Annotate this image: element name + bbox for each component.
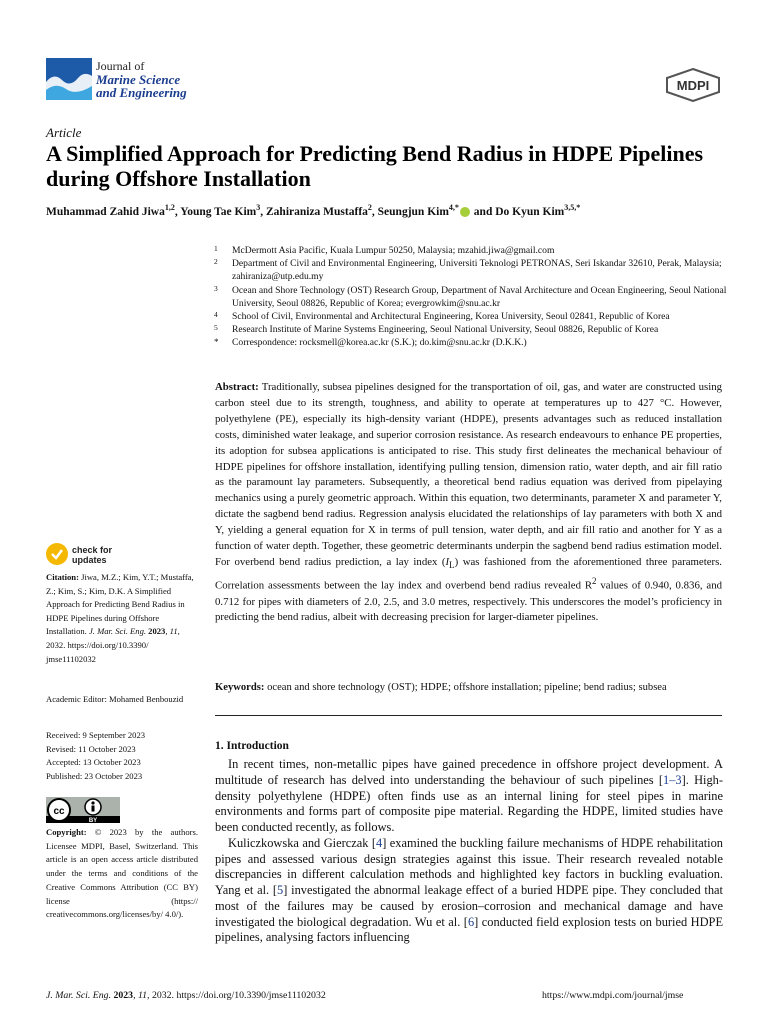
- author-separator: ,: [371, 205, 378, 218]
- check-updates-line2: updates: [72, 555, 107, 565]
- affiliation-item: [210, 310, 730, 323]
- section-heading: 1. Introduction: [215, 740, 289, 752]
- author-name[interactable]: Seungjun Kim: [377, 205, 449, 218]
- author-affiliation: 1,2: [164, 203, 175, 212]
- author-name[interactable]: Muhammad Zahid Jiwa: [46, 205, 165, 218]
- footer-volume: , 11,: [133, 990, 150, 1001]
- journal-name-line3: and Engineering: [96, 85, 187, 100]
- author-affiliation: 2: [367, 203, 372, 212]
- dates-block: [46, 729, 198, 783]
- abstract-text: values of 0.940, 0.836, and 0.712 for pipes with diameters of 2.0, 2.5, and 3.0 metres, respectively. This underscores the model’s proficiency in predicting the bend radius, albeit with decreasing precision for larger-diameter pipelines.: [215, 579, 722, 624]
- affiliation-number: 2: [214, 257, 218, 267]
- paragraph-text: Kuliczkowska and Gierczak [: [228, 835, 376, 850]
- lay-index-subscript: L: [449, 560, 455, 571]
- citation-block: [46, 571, 198, 666]
- abstract-text: ) was fashioned from the aforementioned three parameters. Correlation assessments between the lay index and overbend bend radius revealed R: [215, 555, 722, 592]
- mdpi-logo: [665, 68, 721, 102]
- orcid-icon[interactable]: [460, 207, 470, 217]
- paragraph: [215, 836, 723, 946]
- abstract-label: Abstract:: [215, 381, 259, 393]
- journal-name-line2: Marine Science: [96, 72, 181, 87]
- author-list: [46, 203, 736, 218]
- affiliation-number: 1: [214, 244, 218, 253]
- paragraph-text: ] conducted field explosion tests on buried HDPE pipelines, analysing factors influencing: [215, 914, 724, 945]
- r2-superscript: 2: [592, 576, 597, 587]
- citation-doi[interactable]: 2032. https://doi.org/10.3390/ jmse11102032: [46, 639, 149, 664]
- author-separator: ,: [174, 205, 181, 218]
- affiliation-text: Department of Civil and Environmental Engineering, Universiti Teknologi PETRONAS, Seri Iskandar 32610, Perak, Malaysia; zahiraniza@utp.edu.my: [232, 258, 722, 283]
- lay-index-symbol: I: [445, 555, 450, 568]
- footer-year: 2023: [111, 990, 134, 1001]
- footer-citation: [46, 990, 326, 1001]
- correspondence-item: [210, 336, 730, 349]
- article-title: A Simplified Approach for Predicting Bend Radius in HDPE Pipelines during Offshore Installation: [46, 141, 704, 191]
- copyright-text: © 2023 by the authors. Licensee MDPI, Basel, Switzerland. This article is an open access article distributed under the terms and conditions of the Creative Commons Attribution (CC BY) license (https:// creativecommons.org/licenses/by/ 4.0/).: [46, 827, 198, 920]
- mdpi-logo-text: MDPI: [676, 78, 710, 93]
- citation-year: 2023: [146, 626, 166, 637]
- date-accepted: Accepted: 13 October 2023: [46, 757, 141, 768]
- affiliation-number: *: [214, 337, 219, 348]
- citation-link[interactable]: 6: [467, 914, 475, 929]
- citation-volume: , 11,: [165, 626, 180, 637]
- abstract-text: Traditionally, subsea pipelines designed for the transportation of oil, gas, and water are constructed using carbon steel due to its strength, toughness, and ability to operate at temperatures up to 427 °C. However, polyethylene (PE), especially its high-density variant (HDPE), presents advantages such as reduced installation costs, diminished water leakage, and superior corrosion resistance. As research endeavours to enhance PE properties, its adoption for subsea applications is anticipated to rise. This study first delineates the mechanical behaviour of HDPE pipelines for offshore installation, identifying pulling tension, dimension ratio, water depth, and air fill ratio as the paramount lay parameters. Subsequently, a theoretical bend radius equation was derived from pipelaying mechanics using a purely geometric approach. Within this equation, two determinants, parameter X and parameter Y, dictate the sagbend bend radius. Regression analysis elucidated the relationships of lay parameters with both X and Y, yielding a general equation for X in terms of pull tension, water depth, and air fill ratio and another for Y as a function of water depth. Together, these geometric determinants underpin the sagbend bend radius estimation model. For overbend bend radius prediction, a lay index (: [215, 381, 722, 568]
- citation-link[interactable]: 4: [376, 835, 383, 850]
- citation-text: Jiwa, M.Z.; Kim, Y.T.; Mustaffa, Z.; Kim, S.; Kim, D.K. A Simplified Approach for Predicting Bend Radius in HDPE Pipelines during Offshore Installation.: [46, 572, 194, 637]
- affiliation-item: [210, 257, 730, 283]
- paragraph-text: In recent times, non-metallic pipes have gained precedence in offshore project development. A multitude of research has delved into understanding the behaviour of such pipelines [: [215, 757, 723, 787]
- article-type: Article: [46, 125, 82, 140]
- citation-journal: J. Mar. Sci. Eng.: [88, 626, 147, 637]
- copyright-label: Copyright:: [46, 827, 87, 837]
- keywords: [215, 682, 725, 693]
- journal-name: [96, 60, 187, 99]
- check-updates-text: [72, 545, 112, 565]
- author-name[interactable]: Zahiraniza Mustaffa: [266, 205, 368, 218]
- affiliation-item: [210, 284, 730, 310]
- citation-link[interactable]: 1–3: [663, 772, 682, 787]
- date-received: Received: 9 September 2023: [46, 730, 146, 740]
- author-separator: and: [470, 205, 496, 218]
- footer-doi[interactable]: 2032. https://doi.org/10.3390/jmse11102032: [149, 990, 326, 1001]
- date-revised: Revised: 11 October 2023: [46, 743, 136, 754]
- date-published: Published: 23 October 2023: [46, 770, 143, 781]
- divider: [215, 715, 722, 716]
- affiliation-number: 5: [214, 323, 218, 333]
- paragraph: [215, 757, 723, 836]
- cc-by-label: BY: [88, 818, 98, 823]
- keywords-label: Keywords:: [215, 682, 265, 693]
- abstract: [215, 380, 722, 626]
- paragraph-text: ] examined the buckling failure mechanisms of HDPE rehabilitation pipes and assessed various design strategies against this issue. Their research revealed notable discrepancies in different calculation methods and highlighted key factors in buckling evaluation. Yang et al. [: [215, 835, 723, 897]
- introduction-body: [215, 757, 723, 946]
- affiliation-list: [210, 244, 730, 350]
- affiliation-text: School of Civil, Environmental and Architectural Engineering, Korea University, Seoul 02841, Republic of Korea: [232, 311, 670, 323]
- keywords-text: ocean and shore technology (OST); HDPE; offshore installation; pipeline; bend radius; subsea: [264, 682, 667, 693]
- footer-journal: J. Mar. Sci. Eng.: [46, 990, 112, 1001]
- cc-by-license-badge[interactable]: [46, 797, 120, 823]
- affiliation-number: 4: [214, 310, 218, 320]
- author-affiliation: 4,*: [448, 203, 459, 212]
- citation-link[interactable]: 5: [277, 883, 284, 897]
- footer-journal-url[interactable]: https://www.mdpi.com/journal/jmse: [542, 990, 684, 1001]
- affiliation-item: [210, 244, 730, 257]
- paragraph-text: ]. High-density polyethylene (HDPE) often finds use as an internal lining for steel pipes in marine environments and forms part of composite pipe material. Regarding the HDPE, limited studies have been conducted recently, as follows.: [215, 772, 724, 834]
- journal-name-line1: Journal of: [96, 59, 145, 73]
- svg-text:cc: cc: [53, 806, 65, 817]
- affiliation-text: McDermott Asia Pacific, Kuala Lumpur 50250, Malaysia; mzahid.jiwa@gmail.com: [232, 245, 555, 256]
- academic-editor: Academic Editor: Mohamed Benbouzid: [46, 694, 184, 704]
- author-affiliation: 3: [256, 203, 261, 212]
- check-updates-line1: check for: [72, 545, 113, 555]
- affiliation-text: Ocean and Shore Technology (OST) Research Group, Department of Naval Architecture and Ocean Engineering, Seoul National University, Seoul 08826, Republic of Korea; evergrowkim@snu.ac.kr: [232, 284, 727, 309]
- copyright-notice: [46, 826, 198, 922]
- affiliation-item: [210, 323, 730, 336]
- affiliation-number: 3: [214, 283, 218, 293]
- affiliation-text: Research Institute of Marine Systems Engineering, Seoul National University, Seoul 08826, Republic of Korea: [232, 324, 659, 336]
- journal-logo: [46, 58, 92, 100]
- author-name[interactable]: Do Kyun Kim: [495, 205, 565, 218]
- author-affiliation: 3,5,*: [564, 203, 581, 212]
- author-name[interactable]: Young Tae Kim: [180, 205, 257, 218]
- paragraph-text: ] investigated the abnormal leakage effect of a buried HDPE pipe. They concluded that most of the failures may be caused by erosion–corrosion and mechanical damage and have investigated the biological degradation. Wu et al. [: [215, 883, 723, 929]
- check-updates-icon: [46, 543, 68, 565]
- citation-label: Citation:: [46, 572, 79, 582]
- correspondence-text[interactable]: Correspondence: rocksmell@korea.ac.kr (S.K.); do.kim@snu.ac.kr (D.K.K.): [232, 337, 527, 349]
- check-for-updates-button[interactable]: [46, 543, 126, 567]
- author-separator: ,: [260, 205, 266, 218]
